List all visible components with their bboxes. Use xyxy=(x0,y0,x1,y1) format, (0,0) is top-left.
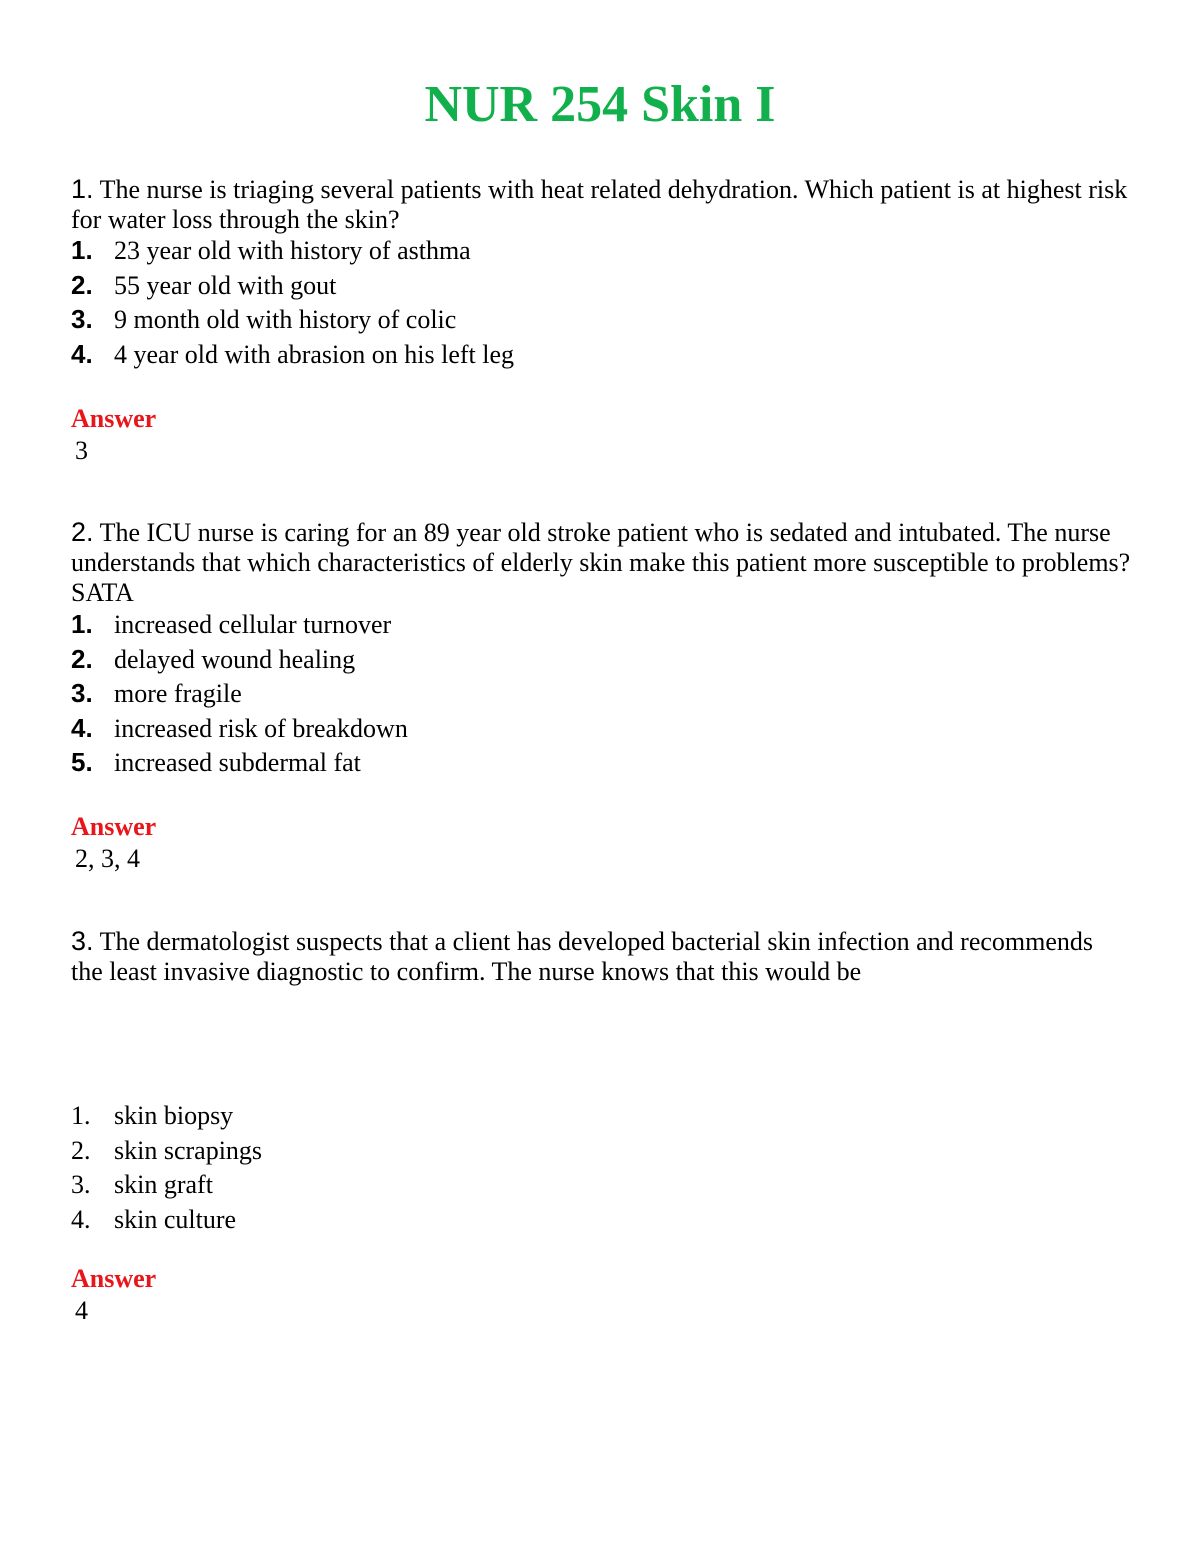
answer-value: 4 xyxy=(75,1296,88,1325)
option-number: 2. xyxy=(71,643,93,674)
option-text: skin biopsy xyxy=(114,1101,234,1130)
option-number: 3. xyxy=(71,304,93,334)
option-item xyxy=(71,268,514,303)
option-item xyxy=(71,1203,262,1238)
question-text: The dermatologist suspects that a client has developed bacterial skin infection and recommends the least invasive diagnostic to confirm. The nurse knows that this would be xyxy=(71,927,1094,986)
option-item xyxy=(71,745,408,780)
answer-label: Answer xyxy=(71,404,157,433)
question-text: The ICU nurse is caring for an 89 year old stroke patient who is sedated and intubated. The nurse understands that which characteristics of elderly skin make this patient more susceptible to problems? SATA xyxy=(71,518,1131,607)
question-3-options xyxy=(71,1099,262,1237)
option-text: increased cellular turnover xyxy=(114,610,392,639)
question-number: 2. xyxy=(71,517,94,547)
question-number: 1. xyxy=(71,174,94,204)
option-number: 3. xyxy=(71,678,93,708)
option-item xyxy=(71,676,408,711)
option-text: 4 year old with abrasion on his left leg xyxy=(114,339,515,369)
option-number: 4. xyxy=(71,712,93,743)
option-item xyxy=(71,233,514,268)
question-2-options xyxy=(71,607,408,780)
option-item xyxy=(71,1099,262,1134)
document-title: NUR 254 Skin I xyxy=(424,76,776,133)
option-text: more fragile xyxy=(114,679,242,708)
option-item xyxy=(71,642,408,677)
question-1-options xyxy=(71,233,514,371)
answer-value: 3 xyxy=(75,436,88,465)
answer-label: Answer xyxy=(71,812,157,841)
option-number: 1. xyxy=(71,1101,91,1130)
option-item xyxy=(71,607,408,642)
question-2 xyxy=(71,517,1131,608)
option-number: 1. xyxy=(71,609,93,639)
option-text: 23 year old with history of asthma xyxy=(114,236,471,265)
option-text: 55 year old with gout xyxy=(114,270,337,300)
option-number: 3. xyxy=(71,1170,91,1199)
answer-label: Answer xyxy=(71,1264,157,1293)
option-item xyxy=(71,1134,262,1169)
option-number: 5. xyxy=(71,747,93,777)
question-3 xyxy=(71,926,1131,987)
option-number: 2. xyxy=(71,269,93,300)
option-text: skin scrapings xyxy=(114,1135,263,1165)
option-item xyxy=(71,302,514,337)
option-text: increased risk of breakdown xyxy=(114,713,408,743)
option-text: 9 month old with history of colic xyxy=(114,305,457,334)
option-text: delayed wound healing xyxy=(114,644,356,674)
option-text: skin culture xyxy=(114,1204,237,1234)
option-text: skin graft xyxy=(114,1170,213,1199)
option-text: increased subdermal fat xyxy=(114,748,361,777)
question-text: The nurse is triaging several patients with heat related dehydration. Which patient is at highest risk for water loss through the skin? xyxy=(71,175,1128,234)
option-number: 4. xyxy=(71,338,93,369)
question-1 xyxy=(71,174,1131,235)
option-item xyxy=(71,711,408,746)
answer-value: 2, 3, 4 xyxy=(75,844,140,873)
option-item xyxy=(71,1168,262,1203)
option-number: 1. xyxy=(71,235,93,265)
option-number: 4. xyxy=(71,1204,91,1234)
option-number: 2. xyxy=(71,1135,91,1165)
option-item xyxy=(71,337,514,372)
question-number: 3. xyxy=(71,926,94,956)
